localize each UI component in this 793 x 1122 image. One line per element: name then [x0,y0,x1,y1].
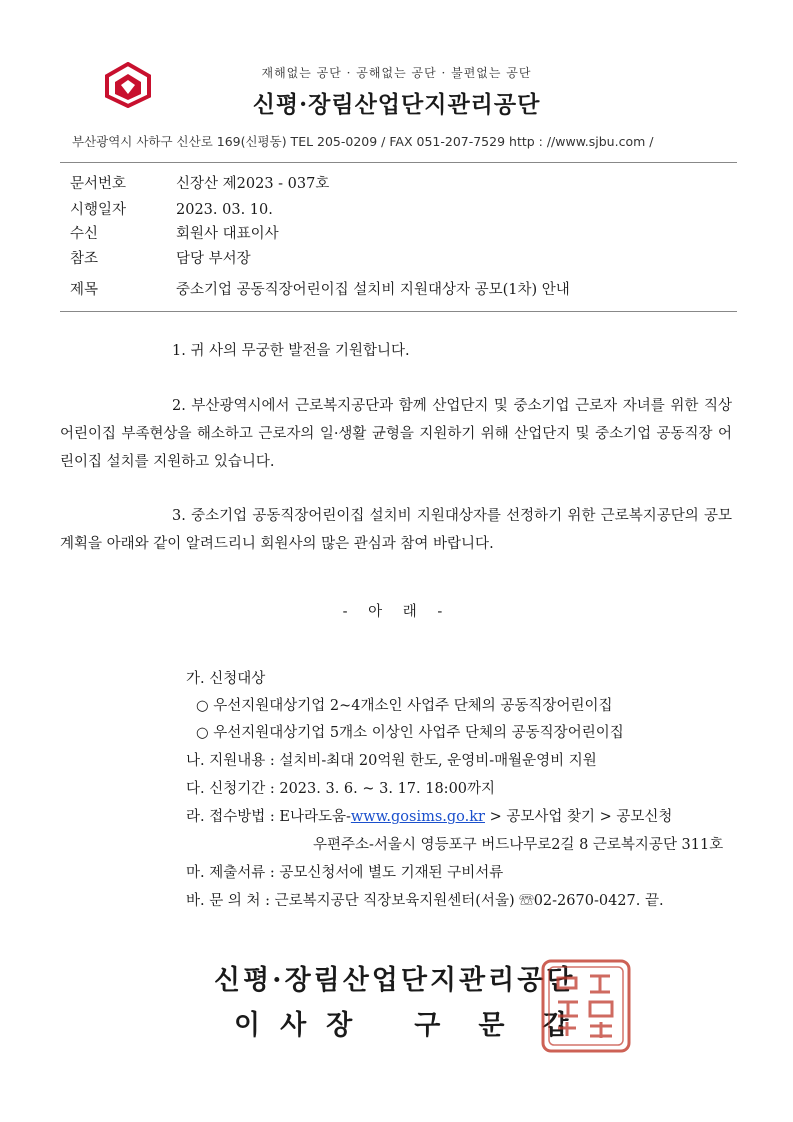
subject-divider [60,311,737,312]
detail-ra-2: 우편주소-서울시 영등포구 버드나무로2길 8 근로복지공단 311호 [313,837,724,853]
field-value: 담당 부서장 [176,251,251,267]
field-value: 2023. 03. 10. [176,202,273,218]
detail-ra: 라. 접수방법 : E나라도움-www.gosims.go.kr > 공모사업 찾기 > 공모신청 [186,809,673,825]
org-name-header: 신평·장림산업단지관리공단 [252,91,541,118]
field-label: 문서번호 [70,176,127,192]
field-label: 제목 [70,282,99,298]
below-marker: - 아 래 - [342,604,451,620]
detail-ga-1: ○ 우선지원대상기업 2~4개소인 사업주 단체의 공동직장어린이집 [196,698,613,714]
field-doc-number [70,172,329,193]
contact-address: 부산광역시 사하구 신산로 169(신평동) TEL 205-0209 / FAX 051-207-7529 http : //www.sjbu.com / [72,134,654,149]
slogan: 재해없는 공단 · 공해없는 공단 · 불편없는 공단 [261,66,532,80]
field-label: 시행일자 [70,202,127,218]
header-divider [60,162,737,163]
paragraph-1: 1. 귀 사의 무궁한 발전을 기원합니다. [172,343,410,359]
field-date [70,198,273,219]
field-recipient [70,222,279,243]
paragraph-3: 3. 중소기업 공동직장어린이집 설치비 지원대상자를 선정하기 위한 근로복지공단의 공모계획을 아래와 같이 알려드리니 회원사의 많은 관심과 참여 바랍니다. [60,508,732,552]
official-seal-stamp [540,958,632,1054]
signature-title: 이사장 [234,1010,373,1041]
field-value: 신장산 제2023 - 037호 [176,176,330,192]
field-subject [70,278,570,299]
field-label: 수신 [70,226,99,242]
detail-ga-2: ○ 우선지원대상기업 5개소 이상인 사업주 단체의 공동직장어린이집 [196,725,624,741]
detail-ga: 가. 신청대상 [186,671,266,687]
signature-name: 구문갑 [414,1010,607,1041]
field-value: 회원사 대표이사 [176,226,279,242]
paragraph-2: 2. 부산광역시에서 근로복지공단과 함께 산업단지 및 중소기업 근로자 자녀를 위한 직상 어린이집 부족현상을 해소하고 근로자의 일·생활 균형을 지원하기 위해 산업단지 및 중소기업 공동직장 어린이집 설치를 지원하고 있습니다. [60,398,732,470]
detail-na: 나. 지원내용 : 설치비-최대 20억원 한도, 운영비-매월운영비 지원 [186,753,597,769]
field-value: 중소기업 공동직장어린이집 설치비 지원대상자 공모(1차) 안내 [176,282,570,298]
gosims-link[interactable]: www.gosims.go.kr [350,809,485,825]
signature-org: 신평·장림산업단지관리공단 [214,965,576,996]
field-label: 참조 [70,251,99,267]
detail-da: 다. 신청기간 : 2023. 3. 6. ~ 3. 17. 18:00까지 [186,781,496,797]
detail-ba: 바. 문 의 처 : 근로복지공단 직장보육지원센터(서울) ☏02-2670-0427. 끝. [186,893,664,909]
field-reference [70,247,251,268]
detail-ma: 마. 제출서류 : 공모신청서에 별도 기재된 구비서류 [186,865,504,881]
